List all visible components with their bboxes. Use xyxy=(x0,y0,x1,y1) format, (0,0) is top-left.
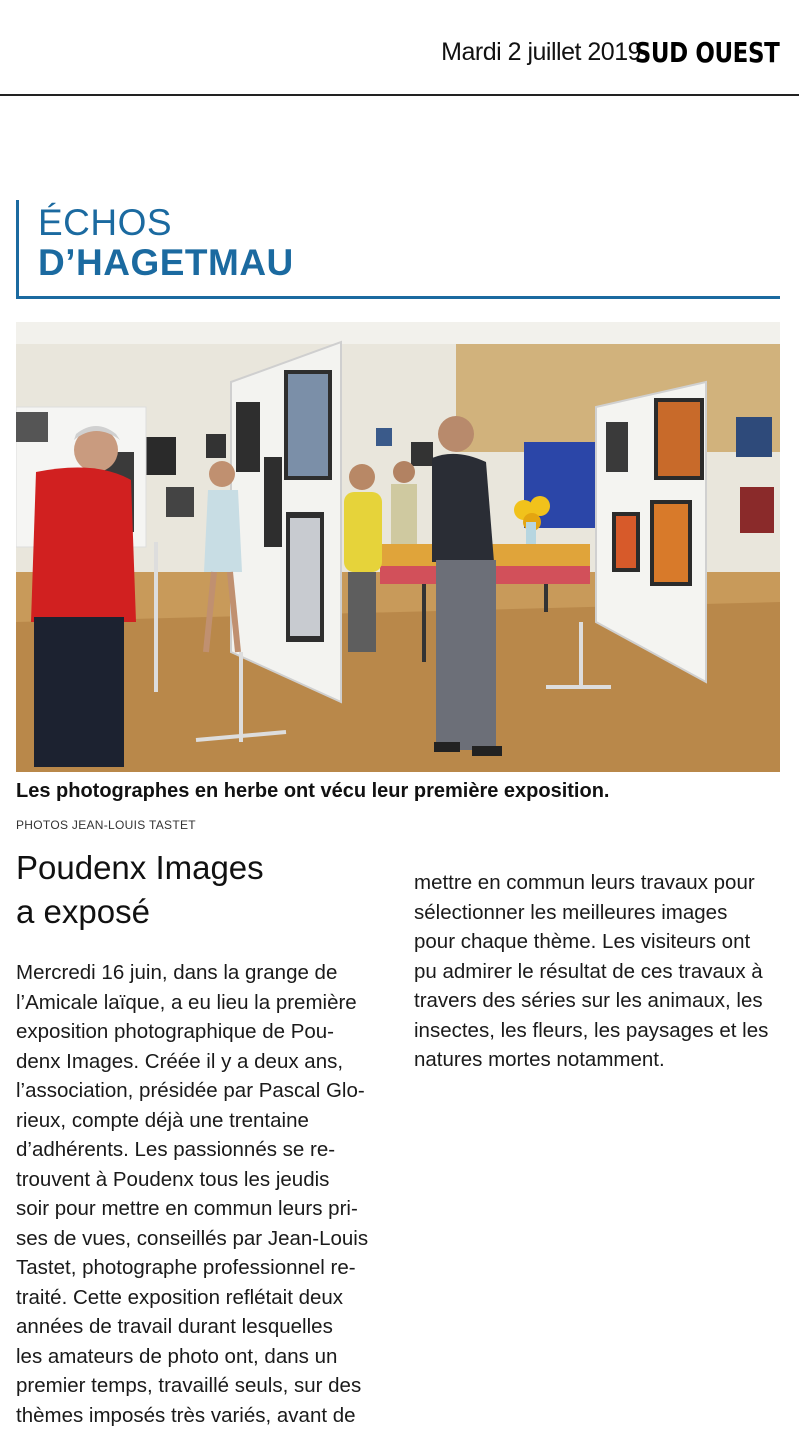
body-line: années de travail durant lesquelles xyxy=(16,1315,333,1338)
body-line: rieux, compte déjà une trentaine xyxy=(16,1108,309,1132)
body-line: premier temps, travaillé seuls, sur des xyxy=(16,1374,362,1397)
photo-caption: Les photographes en herbe ont vécu leur première exposition. xyxy=(16,780,610,802)
photo-credit: PHOTOS JEAN-LOUIS TASTET xyxy=(16,818,196,832)
article-column-1 xyxy=(16,958,396,1430)
body-line: natures mortes notamment. xyxy=(414,1048,665,1071)
body-line: pu admirer le résultat de ces travaux à xyxy=(414,959,763,983)
body-line: soir pour mettre en commun leurs pri- xyxy=(16,1197,358,1220)
body-line: l’association, présidée par Pascal Glo- xyxy=(16,1079,365,1102)
headline-line: a exposé xyxy=(16,893,150,930)
body-line: pour chaque thème. Les visiteurs ont xyxy=(414,930,751,953)
body-line: Mercredi 16 juin, dans la grange de xyxy=(16,961,338,984)
body-line: mettre en commun leurs travaux pour xyxy=(414,871,755,894)
body-line: d’adhérents. Les passionnés se re- xyxy=(16,1138,336,1161)
rubric-bar xyxy=(16,200,19,296)
body-line: denx Images. Créée il y a deux ans, xyxy=(16,1049,344,1073)
body-line: trouvent à Poudenx tous les jeudis xyxy=(16,1167,330,1191)
body-line: exposition photographique de Pou- xyxy=(16,1020,334,1043)
body-line: Tastet, photographe professionnel re- xyxy=(16,1256,356,1279)
body-line: sélectionner les meilleures images xyxy=(414,900,728,924)
article-headline xyxy=(16,846,396,934)
section-rubric xyxy=(16,200,780,299)
publication-date: Mardi 2 juillet 2019 xyxy=(441,38,641,66)
newspaper-logo: SUD OUEST xyxy=(634,36,779,69)
body-line: ses de vues, conseillés par Jean-Louis xyxy=(16,1226,369,1250)
rubric-title-line2: D’HAGETMAU xyxy=(38,242,294,283)
body-line: les amateurs de photo ont, dans un xyxy=(16,1344,338,1368)
body-line: traité. Cette exposition reflétait deux xyxy=(16,1285,344,1309)
page-header xyxy=(0,0,799,96)
rubric-title-line1: ÉCHOS xyxy=(38,202,173,243)
exhibition-photo-illustration xyxy=(16,322,780,772)
body-line: thèmes imposés très variés, avant de xyxy=(16,1403,356,1427)
article-column-2 xyxy=(414,868,784,1075)
headline-line: Poudenx Images xyxy=(16,849,264,886)
body-line: travers des séries sur les animaux, les xyxy=(414,989,763,1012)
body-line: l’Amicale laïque, a eu lieu la première xyxy=(16,990,357,1014)
exhibition-photo xyxy=(16,322,780,772)
body-line: insectes, les fleurs, les paysages et les xyxy=(414,1018,769,1042)
